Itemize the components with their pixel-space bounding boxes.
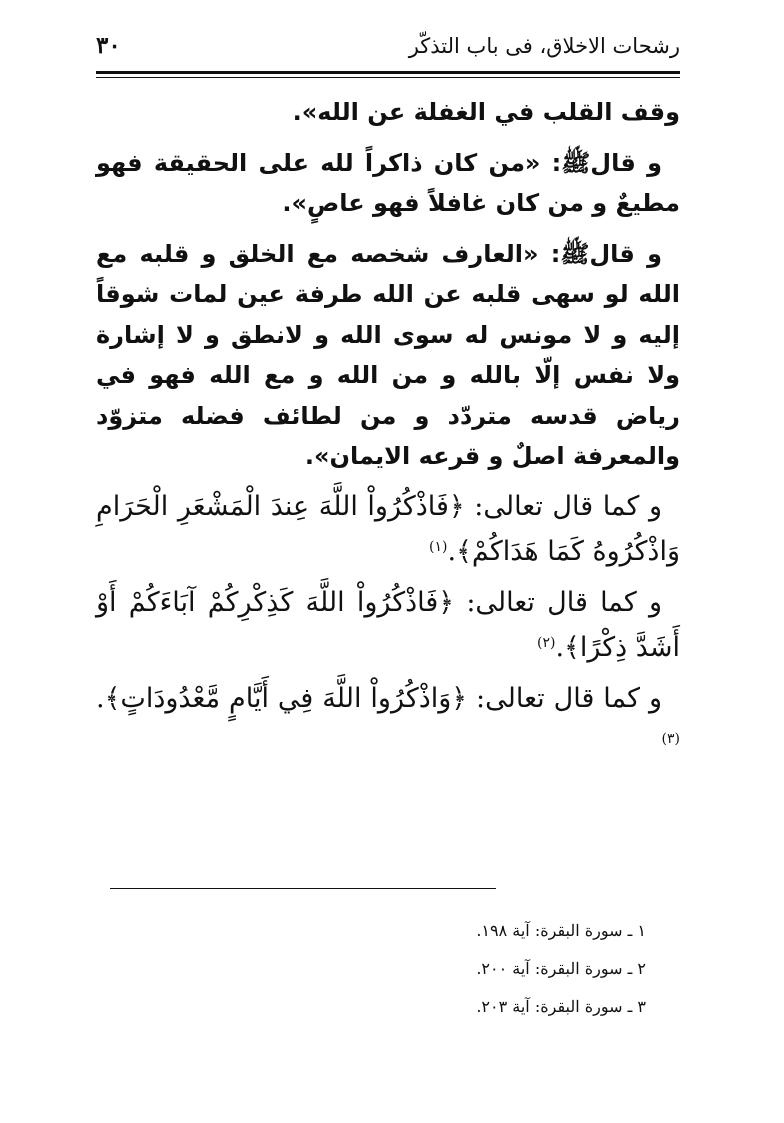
paragraph (96, 92, 680, 133)
quran-quote-text: و کما قال تعالی: ﴿فَاذْكُرُواْ اللَّهَ عِندَ الْمَشْعَرِ الْحَرَامِ وَاذْكُرُوهُ كَمَا هَدَاكُمْ﴾. (96, 490, 680, 567)
paragraph-quran-quote (96, 583, 680, 669)
footnote-ref[interactable]: (۱) (429, 539, 448, 555)
paragraph-text: و قالﷺ: «من کان ذاکراً لله على الحقيقة فهو مطيعٌ و من کان غافلاً فهو عاصٍ». (96, 148, 680, 217)
footnotes (476, 912, 646, 1026)
paragraph-text: و قالﷺ: «العارف شخصه مع الخلق و قلبه مع الله لو سهی قلبه عن الله طرفة عين لمات شوقاً إليه و لا مونس له سوی الله و لانطق و لا إشارة ولا نفس إلّا بالله و من الله و مع الله فهو في رياض قدسه متردّد و من لطائف فضله متزوّد والمعرفة اصلٌ و قرعه الايمان». (96, 239, 680, 470)
paragraph-text: وقف القلب في الغفلة عن الله». (292, 98, 680, 126)
paragraph (96, 143, 680, 224)
footnote-ref[interactable]: (۲) (536, 635, 556, 651)
running-header (96, 30, 680, 70)
paragraph (96, 234, 680, 477)
footnote-separator (110, 888, 496, 889)
main-text (96, 92, 680, 775)
footnote-ref[interactable]: (۳) (661, 731, 680, 747)
footnote-3: ۳ ـ سورة البقرة: آية ۲۰۳. (476, 997, 646, 1016)
header-rule-thin (96, 77, 680, 78)
paragraph-quran-quote (96, 679, 680, 765)
paragraph-quran-quote (96, 487, 680, 573)
header-rule-thick (96, 71, 680, 74)
footnote-1: ۱ ـ سورة البقرة: آية ۱۹۸. (476, 921, 646, 940)
quran-quote-text: و کما قال تعالی: ﴿فَاذْكُرُواْ اللَّهَ كَذِكْرِكُمْ آبَاءَكُمْ أَوْ أَشَدَّ ذِكْرًا﴾. (96, 586, 680, 663)
header-title: رشحات الاخلاق، فی باب التذکّر (408, 34, 680, 58)
page-number: ۳۰ (96, 32, 121, 59)
footnote-2: ۲ ـ سورة البقرة: آية ۲۰۰. (476, 959, 646, 978)
quran-quote-text: و کما قال تعالی: ﴿وَاذْكُرُواْ اللَّهَ فِي أَيَّامٍ مَّعْدُودَاتٍ﴾. (96, 682, 662, 714)
